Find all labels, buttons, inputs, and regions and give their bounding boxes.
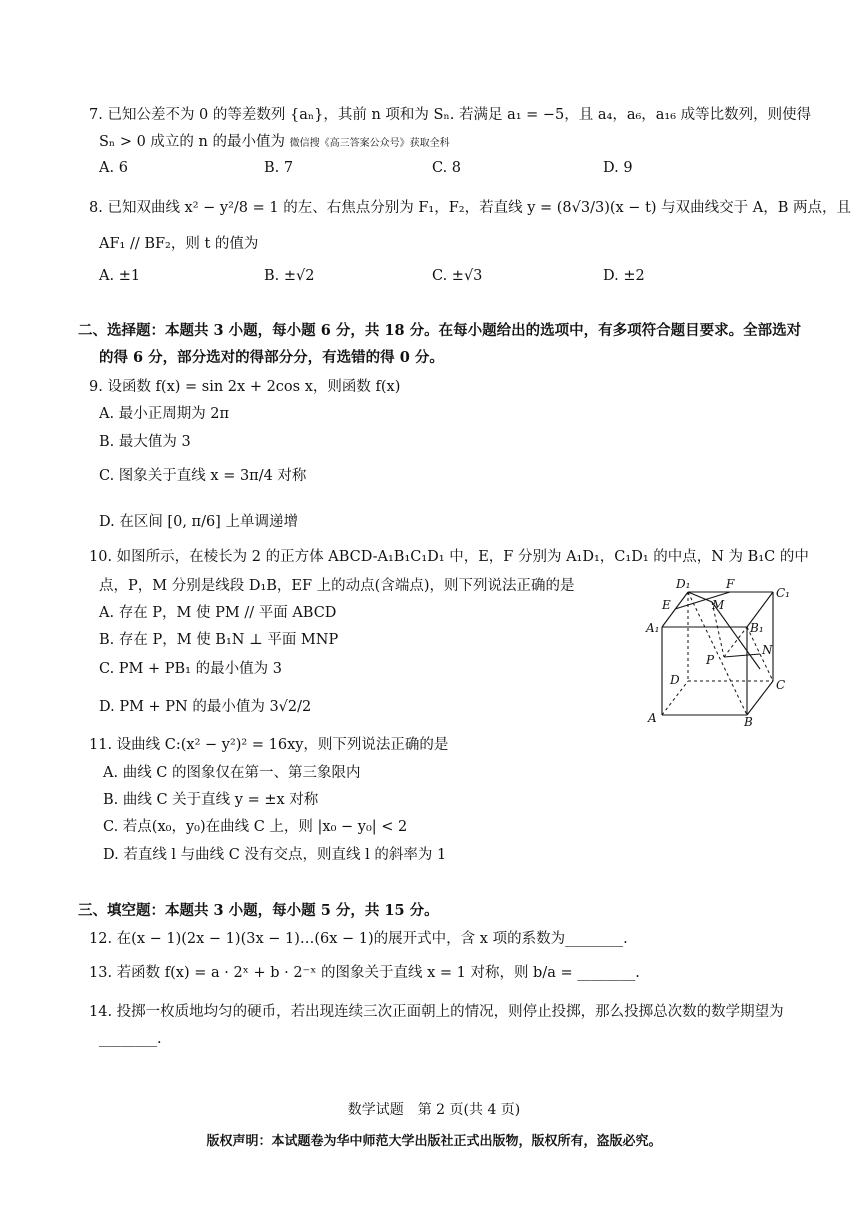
q8-option-a: A. ±1 <box>99 268 141 284</box>
section2-heading-line2: 的得 6 分，部分选对的得部分分，有选错的得 0 分。 <box>99 349 444 366</box>
q11-option-a: A. 曲线 C 的图象仅在第一、第三象限内 <box>103 765 361 781</box>
q7-stem-line2 <box>99 132 450 154</box>
label-c1: C₁ <box>776 586 790 600</box>
q8-stem-line1: 8. 已知双曲线 x² − y²/8 = 1 的左、右焦点分别为 F₁，F₂，若直线 y = (8√3/3)(x − t) 与双曲线交于 A，B 两点，且 <box>89 200 852 216</box>
q14-stem-line1: 14. 投掷一枚质地均匀的硬币，若出现连续三次正面朝上的情况，则停止投掷，那么投掷总次数的数学期望为 <box>89 1004 784 1020</box>
label-c: C <box>776 678 786 692</box>
q10-option-b: B. 存在 P，M 使 B₁N ⊥ 平面 MNP <box>99 632 339 648</box>
q7-option-c: C. 8 <box>432 160 462 176</box>
label-d1: D₁ <box>676 577 691 591</box>
q7-stem-text: Sₙ > 0 成立的 n 的最小值为 <box>99 134 285 150</box>
q9-stem: 9. 设函数 f(x) = sin 2x + 2cos x，则函数 f(x) <box>89 379 401 395</box>
label-n: N <box>762 643 773 657</box>
q11-stem: 11. 设曲线 C:(x² − y²)² = 16xy，则下列说法正确的是 <box>89 737 449 753</box>
watermark-text: 微信搜《高三答案公众号》获取全科 <box>289 138 450 149</box>
q7-option-d: D. 9 <box>603 160 633 176</box>
q12-stem: 12. 在(x − 1)(2x − 1)(3x − 1)…(6x − 1)的展开式中，含 x 项的系数为________. <box>89 931 628 947</box>
label-m: M <box>712 598 725 612</box>
q13-stem: 13. 若函数 f(x) = a · 2ˣ + b · 2⁻ˣ 的图象关于直线 x = 1 对称，则 b/a = ________. <box>89 965 640 981</box>
q7-option-a: A. 6 <box>99 160 128 176</box>
q8-option-c: C. ±√3 <box>432 268 483 284</box>
q10-stem-line2: 点，P，M 分别是线段 D₁B，EF 上的动点(含端点)，则下列说法正确的是 <box>99 578 575 594</box>
section3-heading: 三、填空题：本题共 3 小题，每小题 5 分，共 15 分。 <box>78 902 439 919</box>
q10-option-a: A. 存在 P，M 使 PM // 平面 ABCD <box>99 605 337 621</box>
label-b1: B₁ <box>750 621 764 635</box>
q11-option-d: D. 若直线 l 与曲线 C 没有交点，则直线 l 的斜率为 1 <box>103 847 447 863</box>
cube-figure <box>640 574 795 734</box>
q9-option-c: C. 图象关于直线 x = 3π/4 对称 <box>99 468 307 484</box>
q9-option-a: A. 最小正周期为 2π <box>99 406 230 422</box>
q14-stem-line2: ________. <box>99 1031 162 1047</box>
q7-option-b: B. 7 <box>264 160 294 176</box>
page-footer: 数学试题 第 2 页(共 4 页) <box>347 1102 521 1118</box>
q10-option-d: D. PM + PN 的最小值为 3√2/2 <box>99 699 312 715</box>
label-a: A <box>648 711 657 725</box>
q11-option-c: C. 若点(x₀，y₀)在曲线 C 上，则 |x₀ − y₀| < 2 <box>103 819 408 835</box>
q9-option-b: B. 最大值为 3 <box>99 434 191 450</box>
label-d: D <box>670 673 680 687</box>
q7-stem-line1: 7. 已知公差不为 0 的等差数列 {aₙ}，其前 n 项和为 Sₙ. 若满足 a₁ = −5，且 a₄，a₆，a₁₆ 成等比数列，则使得 <box>89 107 812 123</box>
label-a1: A₁ <box>646 621 660 635</box>
q8-option-d: D. ±2 <box>603 268 645 284</box>
label-f: F <box>726 577 735 591</box>
q8-stem-line2: AF₁ // BF₂，则 t 的值为 <box>99 236 259 252</box>
q10-stem-line1: 10. 如图所示，在棱长为 2 的正方体 ABCD-A₁B₁C₁D₁ 中，E，F 分别为 A₁D₁，C₁D₁ 的中点，N 为 B₁C 的中 <box>89 549 809 565</box>
q10-option-c: C. PM + PB₁ 的最小值为 3 <box>99 661 282 677</box>
section2-heading-line1: 二、选择题：本题共 3 小题，每小题 6 分，共 18 分。在每小题给出的选项中，有多项符合题目要求。全部选对 <box>78 322 802 339</box>
label-e: E <box>662 598 671 612</box>
copyright-notice: 版权声明：本试题卷为华中师范大学出版社正式出版物，版权所有，盗版必究。 <box>206 1134 662 1149</box>
q11-option-b: B. 曲线 C 关于直线 y = ±x 对称 <box>103 792 319 808</box>
label-p: P <box>706 653 715 667</box>
q9-option-d: D. 在区间 [0, π/6] 上单调递增 <box>99 514 298 530</box>
q8-option-b: B. ±√2 <box>264 268 315 284</box>
label-b: B <box>744 715 753 729</box>
